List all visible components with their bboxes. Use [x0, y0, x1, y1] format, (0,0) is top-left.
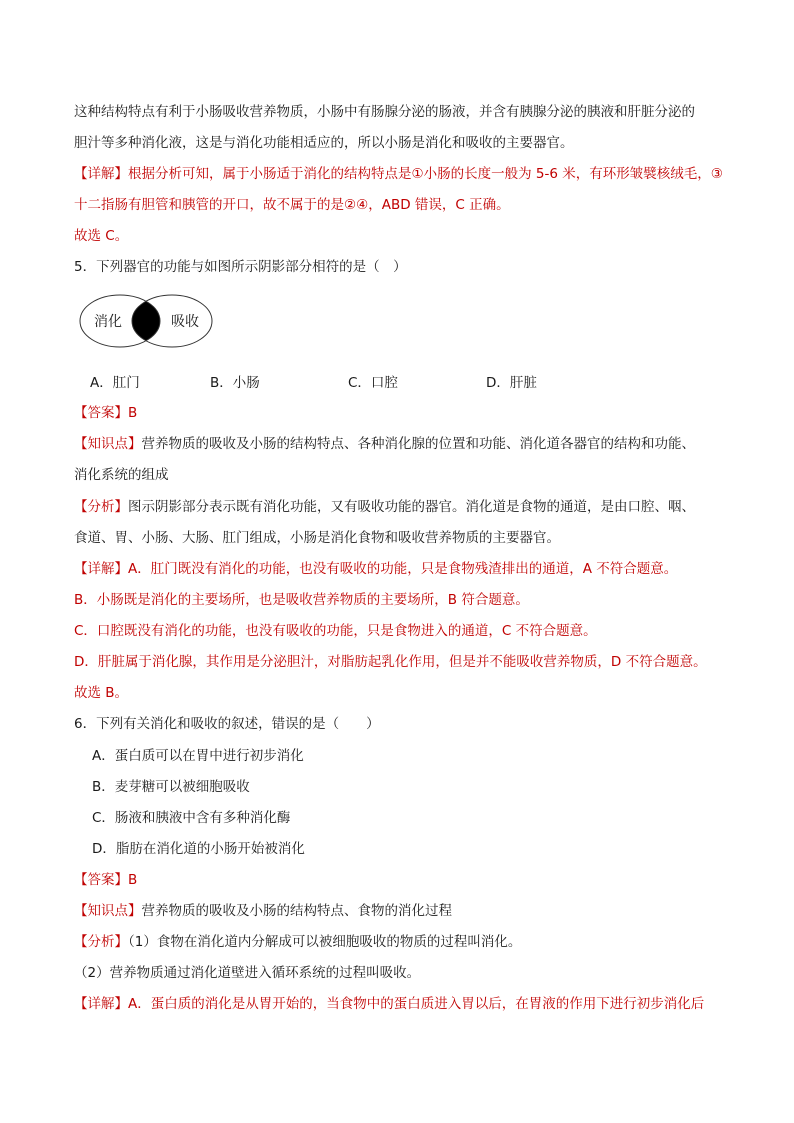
detail-line	[74, 164, 723, 184]
option-c: C．肠液和胰液中含有多种消化酶	[92, 810, 291, 826]
detail-line: C．口腔既没有消化的功能，也没有吸收的功能，只是食物进入的通道，C 不符合题意。	[74, 623, 597, 639]
analysis-text: （1）食物在消化道内分解成可以被细胞吸收的物质的过程叫消化。	[128, 934, 522, 950]
text-line: 胆汁等多种消化液，这是与消化功能相适应的，所以小肠是消化和吸收的主要器官。	[74, 135, 574, 151]
analysis-line: （2）营养物质通过消化道壁进入循环系统的过程叫吸收。	[74, 965, 421, 981]
venn-label-right: 吸收	[171, 314, 199, 330]
answer-value: B	[128, 405, 138, 421]
option-b: B．麦芽糖可以被细胞吸收	[92, 779, 250, 795]
knowledge-line: 消化系统的组成	[74, 467, 169, 483]
detail-tag: 【详解】	[74, 166, 128, 182]
circled-number-3: ③	[710, 166, 723, 182]
knowledge-line	[74, 901, 452, 921]
detail-text: 小肠的长度一般为 5-6 米，有环形皱襞核绒毛，	[423, 166, 711, 182]
knowledge-text: 营养物质的吸收及小肠的结构特点、食物的消化过程	[141, 903, 452, 919]
answer-tag: 【答案】	[74, 405, 128, 421]
option-a: A．肛门	[90, 375, 140, 391]
answer-tag: 【答案】	[74, 872, 128, 888]
detail-text: 根据分析可知，属于小肠适于消化的结构特点是	[128, 166, 412, 182]
knowledge-tag: 【知识点】	[74, 903, 142, 919]
answer-line	[74, 403, 137, 423]
detail-text: ，ABD 错误，C 正确。	[368, 197, 510, 213]
answer-value: B	[128, 872, 138, 888]
option-d: D．肝脏	[486, 375, 537, 391]
option-b: B．小肠	[210, 375, 260, 391]
detail-line	[74, 195, 510, 215]
circled-number-4: ④	[356, 197, 369, 213]
detail-tag: 【详解】	[74, 561, 128, 577]
venn-diagram	[78, 293, 214, 349]
detail-line: B．小肠既是消化的主要场所，也是吸收营养物质的主要场所，B 符合题意。	[74, 592, 529, 608]
choose-line: 故选 C。	[74, 228, 129, 244]
choose-line: 故选 B。	[74, 685, 129, 701]
detail-text: A．蛋白质的消化是从胃开始的，当食物中的蛋白质进入胃以后，在胃液的作用下进行初步消化后	[128, 996, 705, 1012]
analysis-text: 图示阴影部分表示既有消化功能，又有吸收功能的器官。消化道是食物的通道，是由口腔、咽、	[128, 499, 695, 515]
detail-line	[74, 559, 677, 579]
answer-line	[74, 870, 137, 890]
circled-number-2: ②	[344, 197, 357, 213]
analysis-tag: 【分析】	[74, 499, 128, 515]
detail-text: 十二指肠有胆管和胰管的开口，故不属于的是	[74, 197, 344, 213]
knowledge-text: 营养物质的吸收及小肠的结构特点、各种消化腺的位置和功能、消化道各器官的结构和功能、	[141, 436, 695, 452]
analysis-tag: 【分析】	[74, 934, 128, 950]
detail-line	[74, 994, 704, 1014]
detail-tag: 【详解】	[74, 996, 128, 1012]
detail-text: A．肛门既没有消化的功能，也没有吸收的功能，只是食物残渣排出的通道，A 不符合题意。	[128, 561, 678, 577]
detail-line: D．肝脏属于消化腺，其作用是分泌胆汁，对脂肪起乳化作用，但是并不能吸收营养物质，D 不符合题意。	[74, 654, 707, 670]
knowledge-tag: 【知识点】	[74, 436, 142, 452]
circled-number-1: ①	[411, 166, 424, 182]
knowledge-line	[74, 434, 695, 454]
text-line: 这种结构特点有利于小肠吸收营养物质，小肠中有肠腺分泌的肠液，并含有胰腺分泌的胰液和肝脏分泌的	[74, 104, 695, 120]
question-stem: 6．下列有关消化和吸收的叙述，错误的是（ ）	[74, 716, 380, 732]
analysis-line	[74, 932, 521, 952]
venn-label-left: 消化	[94, 314, 122, 330]
option-c: C．口腔	[348, 375, 398, 391]
analysis-line	[74, 497, 695, 517]
option-a: A．蛋白质可以在胃中进行初步消化	[92, 748, 304, 764]
option-d: D．脂肪在消化道的小肠开始被消化	[92, 841, 305, 857]
question-stem: 5．下列器官的功能与如图所示阴影部分相符的是（ ）	[74, 259, 407, 275]
analysis-line: 食道、胃、小肠、大肠、肛门组成，小肠是消化食物和吸收营养物质的主要器官。	[74, 530, 560, 546]
